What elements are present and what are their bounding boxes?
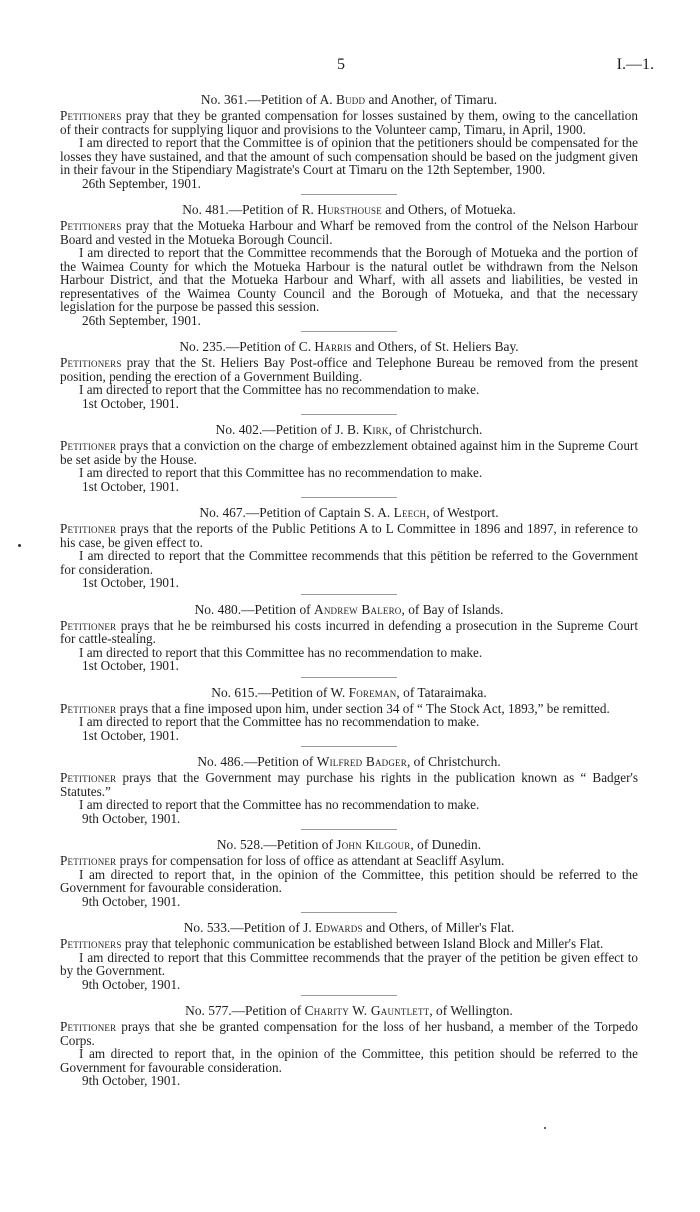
petitioner-suffix: , of Wellington. [429,1003,513,1018]
petition-entry [60,754,638,825]
prayer-text: prays that the reports of the Public Petitions A to L Committee in 1896 and 1897, in reference to his case, be given effect to. [60,521,638,550]
petitioner-name: Andrew Balero [313,601,402,617]
section-divider [301,331,397,332]
petition-title [60,685,638,701]
petition-body [60,219,638,327]
petitioner-prefix: —Petition of [231,1003,305,1018]
report-date: 9th October, 1901. [82,1073,181,1088]
petitioner-suffix: , of Westport. [426,505,499,520]
petition-entry [60,505,638,590]
petition-title [60,754,638,770]
petition-body [60,522,638,590]
committee-report: I am directed to report that the Committee has no recommendation to make. [79,714,480,729]
petition-title [60,920,638,936]
petition-title [60,339,638,355]
petitioner-suffix: and Others, of St. Heliers Bay. [351,339,519,354]
committee-report: I am directed to report that, in the opinion of the Committee, this petition should be referred to the Government for favourable consideration. [60,866,638,895]
committee-report: I am directed to report that this Committee has no recommendation to make. [79,644,483,660]
committee-report: I am directed to report that the Committee is of opinion that the petitioners should be compensated for the losses they have sustained, and that the amount of such compensation should be based on the judgment given in their favour in the Stipendiary Magistrate's Court at Timaru on the 12th September, 1900. [60,135,638,177]
report-date: 9th October, 1901. [82,810,181,826]
section-divider [301,414,397,415]
petitioner-name: John Kilgour [336,837,411,852]
prayer-text: pray that the Motueka Harbour and Wharf be removed from the control of the Nelson Harbour Board and vested in the Motueka Borough Council. [60,218,638,247]
section-divider [301,746,397,747]
petition-prayer [60,109,638,136]
report-date: 1st October, 1901. [82,727,179,743]
petition-number: No. 615. [211,684,258,700]
prayer-text: pray that telephonic communication be established between Island Block and Miller's Flat. [121,936,604,951]
petition-entry [60,339,638,410]
petition-title [60,837,638,853]
committee-report: I am directed to report that the Committee has no recommendation to make. [79,382,480,397]
petition-title [60,92,638,108]
report-date: 1st October, 1901. [82,395,179,411]
petitioner-prefix: —Petition of A. [247,92,336,107]
petitioner-name: Kirk [362,422,389,437]
paper-reference: I.—1. [616,56,654,73]
petitioner-suffix: , of Bay of Islands. [401,601,504,617]
petition-lead: Petitioners [60,218,122,233]
petitioner-suffix: , of Christchurch. [406,754,501,769]
petitioner-name: Leech [393,505,427,520]
petition-prayer [60,854,638,868]
petitioner-prefix: —Petition of Captain S. A. [245,505,394,520]
stray-ink-mark [544,1127,546,1129]
petition-lead: Petitioner [60,1019,117,1034]
page-number: 5 [337,56,345,73]
section-divider [301,594,397,595]
petition-lead: Petitioners [60,936,122,951]
petitioner-suffix: and Another, of Timaru. [365,92,498,107]
petition-title [60,422,638,438]
petition-number: No. 480. [194,601,242,617]
petition-number: No. 486. [197,754,244,769]
report-date: 26th September, 1901. [82,312,201,328]
petition-lead: Petitioners [60,355,122,370]
petitioner-name: Foreman [348,684,397,700]
petitioner-prefix: —Petition of J. B. [262,422,363,437]
prayer-text: prays that the Government may purchase his rights in the publication known as “ Badger's Statutes.” [60,770,638,799]
section-divider [301,995,397,996]
report-date: 1st October, 1901. [82,658,179,673]
committee-report: I am directed to report that the Committee recommends that the Borough of Motueka and the portion of the Waimea County for which the Motueka Harbour is the natural outlet be withdrawn from the Nelson Harbour District, and that the Motueka Harbour and Wharf, with all assets and liabilities, be vested in representatives of the Waimea County Council and the Borough of Motueka, and that the necessary legislation for the purpose be passed this session. [60,245,638,314]
committee-report: I am directed to report that the Committee recommends that this pёtition be referred to the Government for consideration. [60,548,638,577]
petition-number: No. 481. [182,202,229,217]
petition-number: No. 361. [200,92,248,107]
petitioner-name: Wilfred Badger [316,754,407,769]
petitioner-suffix: and Others, of Miller's Flat. [362,920,515,935]
petition-number: No. 528. [216,837,264,852]
stray-ink-mark [18,544,21,547]
petition-title [60,202,638,218]
petitioner-suffix: , of Tataraimaka. [396,684,487,700]
petition-lead: Petitioner [60,700,117,716]
petitioner-prefix: —Petition of [263,837,337,852]
report-date: 1st October, 1901. [82,478,179,494]
page-header [0,56,700,76]
petitioner-name: Charity W. Gauntlett [304,1003,430,1018]
petition-prayer [60,522,638,549]
petitioner-prefix: —Petition of R. [228,202,318,217]
petition-entry [60,1003,638,1088]
petitioner-name: Harris [314,339,352,354]
petitioner-name: Edwards [315,920,363,935]
petition-title [60,1003,638,1019]
petition-lead: Petitioners [60,108,122,123]
petition-entry [60,202,638,327]
petition-lead: Petitioner [60,521,117,536]
petitioner-prefix: —Petition of [243,754,317,769]
petition-number: No. 467. [199,505,246,520]
petition-number: No. 402. [215,422,263,437]
petitions-list [60,92,638,1088]
petitioner-suffix: and Others, of Motueka. [381,202,516,217]
prayer-text: pray that the St. Heliers Bay Post-office and Telephone Bureau be removed from the present position, pending the erection of a Government Building. [60,355,638,384]
petition-body [60,109,638,190]
petitioner-suffix: , of Christchurch. [388,422,483,437]
petition-number: No. 577. [185,1003,232,1018]
petitioner-prefix: —Petition of [241,601,314,617]
petition-prayer [60,1020,638,1047]
committee-report: I am directed to report that this Committee recommends that the prayer of the petition be given effect to by the Government. [60,949,638,978]
report-date: 9th October, 1901. [82,976,181,992]
petition-entry [60,920,638,991]
petition-lead: Petitioner [60,617,117,633]
petition-body [60,702,638,743]
petitioner-prefix: —Petition of J. [230,920,316,935]
petition-body [60,356,638,410]
section-divider [301,912,397,913]
petition-entry [60,92,638,190]
report-date: 9th October, 1901. [82,893,181,909]
petitioner-name: Hursthouse [317,202,382,217]
petition-body [60,854,638,908]
petitioner-prefix: —Petition of C. [225,339,315,354]
petition-entry [60,837,638,908]
petitioner-suffix: , of Dunedin. [410,837,482,852]
petition-prayer [60,219,638,246]
petition-prayer [60,439,638,466]
prayer-text: prays that a conviction on the charge of embezzlement obtained against him in the Supreme Court be set aside by the House. [60,438,638,467]
petition-entry [60,685,638,743]
petition-prayer [60,619,638,646]
report-date: 26th September, 1901. [82,175,201,191]
committee-report: I am directed to report that the Committee has no recommendation to make. [79,797,480,812]
petition-entry [60,422,638,493]
petition-entry [60,602,638,673]
petition-lead: Petitioner [60,853,117,868]
petition-prayer [60,937,638,951]
section-divider [301,829,397,830]
petitioner-prefix: —Petition of W. [257,684,349,700]
report-date: 1st October, 1901. [82,575,179,590]
section-divider [301,497,397,498]
committee-report: I am directed to report that this Committee has no recommendation to make. [79,465,483,480]
committee-report: I am directed to report that, in the opinion of the Committee, this petition should be referred to the Government for favourable consideration. [60,1046,638,1075]
prayer-text: prays that she be granted compensation for the loss of her husband, a member of the Torpedo Corps. [60,1019,638,1048]
petition-title [60,505,638,521]
petition-body [60,771,638,825]
petition-number: No. 235. [179,339,226,354]
section-divider [301,677,397,678]
prayer-text: prays for compensation for loss of office as attendant at Seacliff Asylum. [116,853,505,868]
petition-prayer [60,771,638,798]
petition-lead: Petitioner [60,770,117,785]
petition-number: No. 533. [183,920,231,935]
prayer-text: pray that they be granted compensation for losses sustained by them, owing to the cancellation of their contracts for supplying liquor and provisions to the Volunteer camp, Timaru, in April, 1900. [60,108,638,137]
petition-body [60,439,638,493]
petition-body [60,937,638,991]
petitioner-name: Budd [335,92,366,107]
petition-lead: Petitioner [60,438,117,453]
petition-prayer [60,356,638,383]
prayer-text: prays that he be reimbursed his costs incurred in defending a prosecution in the Supreme Court for cattle-stealing. [60,617,638,646]
petition-prayer [60,702,638,716]
petition-title [60,602,638,618]
petition-body [60,1020,638,1088]
section-divider [301,194,397,195]
prayer-text: prays that a fine imposed upon him, under section 34 of “ The Stock Act, 1893,” be remitted. [116,700,610,716]
petition-body [60,619,638,673]
